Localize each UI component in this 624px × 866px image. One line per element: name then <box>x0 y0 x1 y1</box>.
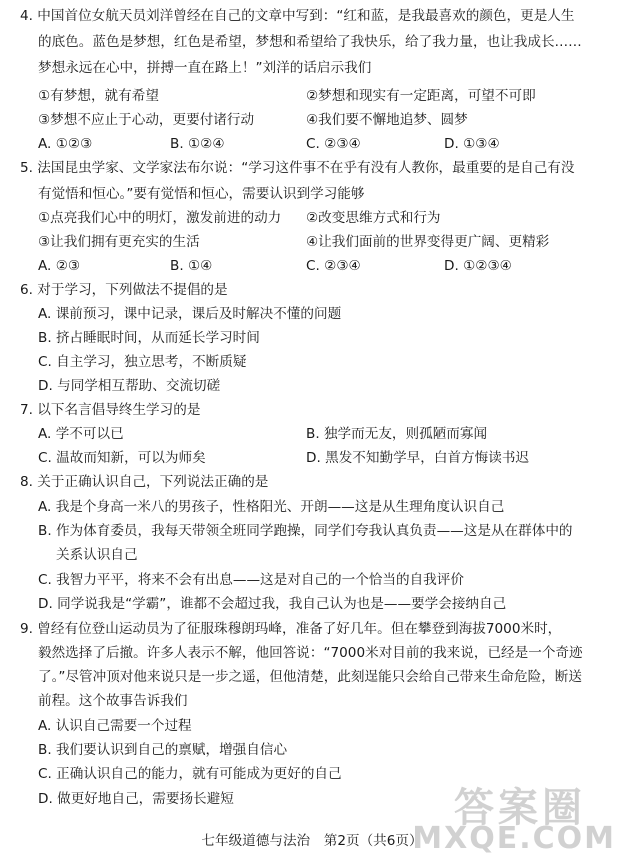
page-footer: 七年级道德与法治 第2页（共6页） <box>201 833 423 849</box>
q4-statement-4: ④我们要不懈地追梦、圆梦 <box>306 112 468 128</box>
q9-stem-line-1: 9. 曾经有位登山运动员为了征服珠穆朗玛峰，准备了好几年。但在攀登到海拔7000米时， <box>20 621 562 637</box>
q8-option-d: D. 同学说我是“学霸”，谁都不会超过我，我自己认为也是——要学会接纳自己 <box>38 596 507 612</box>
q4-statement-2: ②梦想和现实有一定距离，可望不可即 <box>306 88 536 104</box>
q7-stem: 7. 以下名言倡导终生学习的是 <box>20 402 201 418</box>
q4-choice-d: D. ①③④ <box>444 136 500 152</box>
q6-stem: 6. 对于学习，下列做法不提倡的是 <box>20 282 228 298</box>
watermark-bottom-text: MXQE.COM <box>412 821 616 856</box>
q5-stem-line-2: 有觉悟和恒心。”要有觉悟和恒心，需要认识到学习能够 <box>38 186 365 202</box>
q5-statement-4: ④让我们面前的世界变得更广阔、更精彩 <box>306 234 550 250</box>
q6-option-a: A. 课前预习，课中记录，课后及时解决不懂的问题 <box>38 306 342 322</box>
q4-choice-a: A. ①②③ <box>38 136 93 152</box>
watermark-top-text: 答案圈 <box>454 785 586 831</box>
q4-choice-c: C. ②③④ <box>306 136 361 152</box>
q8-option-a: A. 我是个身高一米八的男孩子，性格阳光、开朗——这是从生理角度认识自己 <box>38 499 505 515</box>
q8-stem: 8. 关于正确认识自己，下列说法正确的是 <box>20 474 269 490</box>
q9-stem-line-4: 前程。这个故事告诉我们 <box>38 693 188 709</box>
q7-option-b: B. 独学而无友，则孤陋而寡闻 <box>306 426 488 442</box>
q4-statement-1: ①有梦想，就有希望 <box>38 88 159 104</box>
q6-option-b: B. 挤占睡眠时间，从而延长学习时间 <box>38 330 260 346</box>
q9-option-d: D. 做更好地自己，需要扬长避短 <box>38 791 234 807</box>
q9-option-b: B. 我们要认识到自己的禀赋，增强自信心 <box>38 742 288 758</box>
q5-statement-1: ①点亮我们心中的明灯，激发前进的动力 <box>38 210 282 226</box>
q4-choice-b: B. ①②④ <box>170 136 225 152</box>
q4-statement-3: ③梦想不应止于心动，更要付诸行动 <box>38 112 255 128</box>
q6-option-c: C. 自主学习，独立思考，不断质疑 <box>38 354 247 370</box>
q9-option-a: A. 认识自己需要一个过程 <box>38 718 192 734</box>
q6-option-d: D. 与同学相互帮助、交流切磋 <box>38 378 221 394</box>
q7-option-c: C. 温故而知新，可以为师矣 <box>38 450 206 466</box>
q4-stem-line-2: 的底色。蓝色是梦想，红色是希望，梦想和希望给了我快乐，给了我力量，也让我成长…… <box>38 34 582 50</box>
q4-stem-line-3: 梦想永远在心中，拼搏一直在路上！”刘洋的话启示我们 <box>38 60 372 76</box>
q8-option-c: C. 我智力平平，将来不会有出息——这是对自己的一个恰当的自我评价 <box>38 572 464 588</box>
q7-option-a: A. 学不可以已 <box>38 426 124 442</box>
q5-choice-c: C. ②③④ <box>306 258 361 274</box>
q9-stem-line-2: 毅然选择了后撤。许多人表示不解，他回答说：“7000米对目前的我来说，已经是一个奇迹 <box>38 645 583 661</box>
q5-statement-3: ③让我们拥有更充实的生活 <box>38 234 200 250</box>
q4-stem-line-1: 4. 中国首位女航天员刘洋曾经在自己的文章中写到：“红和蓝，是我最喜欢的颜色，更是人生 <box>20 8 575 24</box>
q8-option-b-cont: 关系认识自己 <box>56 547 138 563</box>
q5-statement-2: ②改变思维方式和行为 <box>306 210 441 226</box>
q5-choice-a: A. ②③ <box>38 258 81 274</box>
q7-option-d: D. 黑发不知勤学早，白首方悔读书迟 <box>306 450 530 466</box>
q5-choice-d: D. ①②③④ <box>444 258 512 274</box>
watermark-logo <box>412 776 616 856</box>
q5-choice-b: B. ①④ <box>170 258 213 274</box>
q8-option-b: B. 作为体育委员，我每天带领全班同学跑操，同学们夸我认真负责——这是从在群体中的 <box>38 523 573 539</box>
q9-option-c: C. 正确认识自己的能力，就有可能成为更好的自己 <box>38 766 342 782</box>
q9-stem-line-3: 了。”尽管冲顶对他来说只是一步之遥，但他清楚，此刻逞能只会给自己带来生命危险，断送 <box>38 669 582 685</box>
q5-stem-line-1: 5. 法国昆虫学家、文学家法布尔说：“学习这件事不在乎有没有人教你，最重要的是自己有没 <box>20 160 575 176</box>
